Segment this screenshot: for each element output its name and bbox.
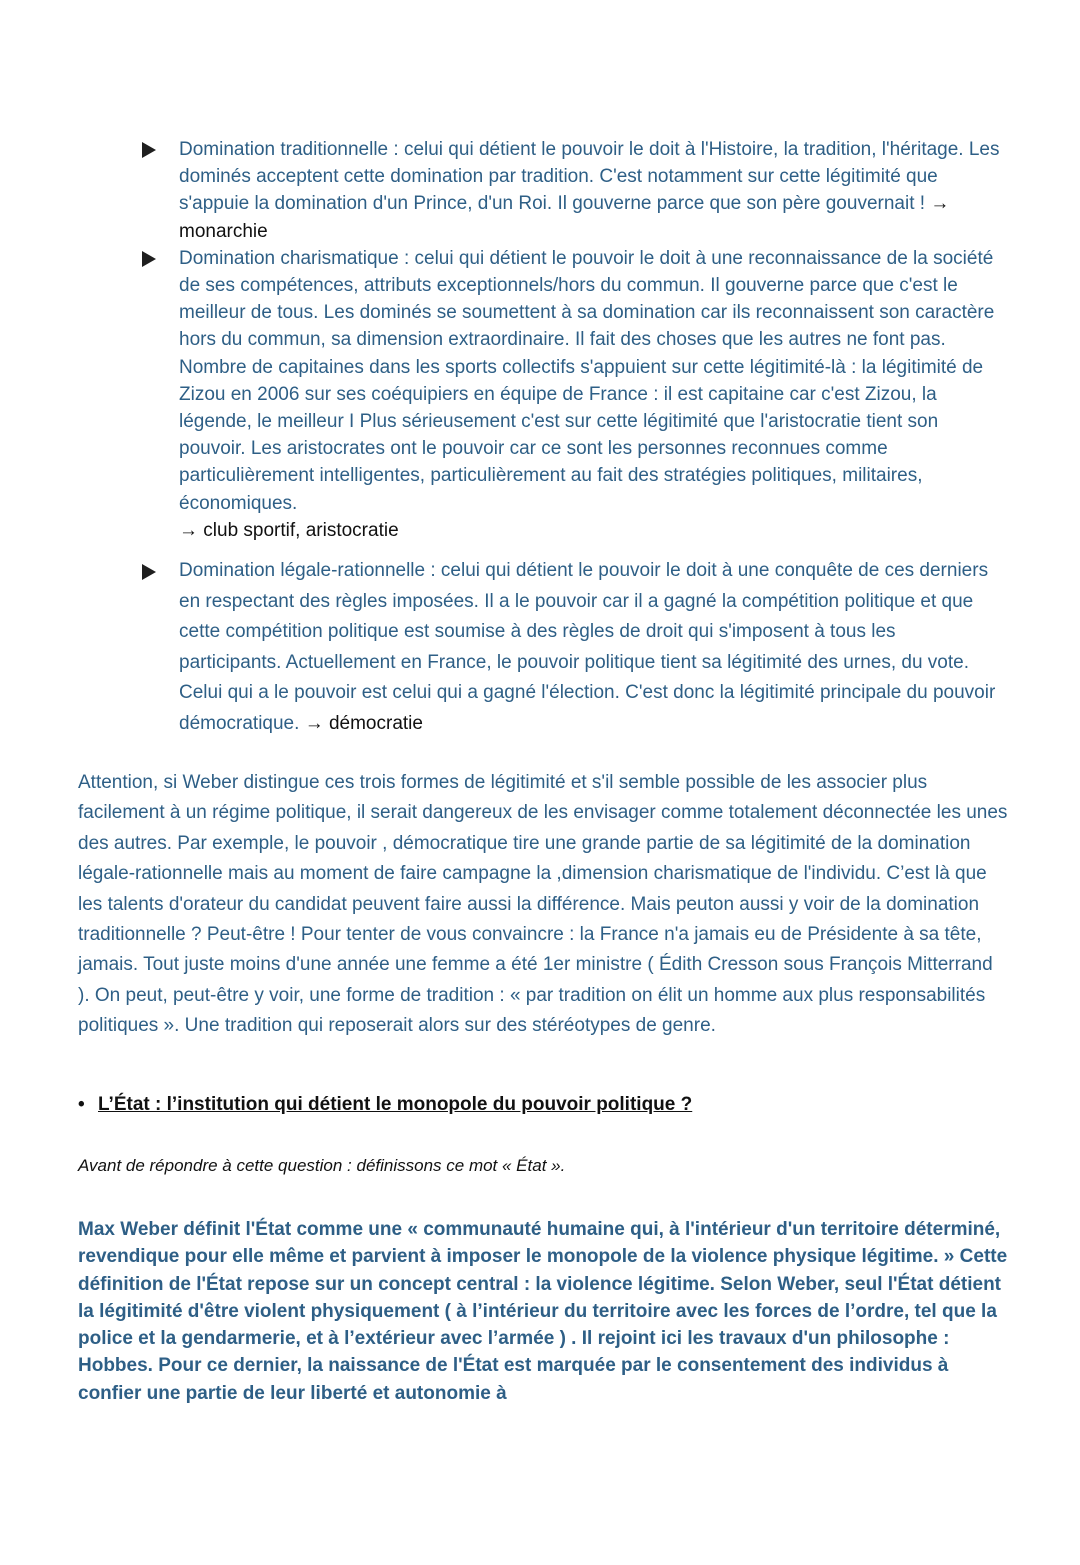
bullet-legal-rational-domination — [140, 556, 1000, 739]
arrow-bullet-icon — [142, 142, 156, 158]
arrow-bullet-icon — [142, 251, 156, 267]
section-title: L’État : l’institution qui détient le monopole du pouvoir politique ? — [98, 1094, 693, 1115]
intro-text: Avant de répondre à cette question : définissons ce mot « État ». — [78, 1156, 566, 1175]
bullet-charismatic-domination — [140, 245, 1000, 544]
bullet-conclusion: → monarchie — [179, 193, 950, 242]
bullet-text: Domination légale-rationnelle : celui qui détient le pouvoir le doit à une conquête de ces derniers en respectant des règles imposées. Il a le pouvoir car il a gagné la compétition politique et que cette compétition politique est soumise à des règles de droit qui s'imposent à tous les participants. Actuellement en France, le pouvoir politique tient sa légitimité des urnes, du vote. Celui qui a le pouvoir est celui qui a gagné l'élection. C'est donc la légitimité principale du pouvoir démocratique. — [179, 560, 996, 734]
bullet-conclusion: → démocratie — [304, 712, 423, 734]
bullet-dot-icon: • — [78, 1094, 85, 1115]
bullet-text: Domination charismatique : celui qui détient le pouvoir le doit à une reconnaissance de la société de ses compétences, attributs exceptionnels/hors du commun. Il gouverne parce que c'est le meilleur de tous. Les dominés se soumettent à sa domination car ils reconnaissent son caractère hors du commun, sa dimension extraordinaire. Il fait des choses que les autres ne font pas. Nombre de capitaines dans les sports collectifs s'appuient sur cette légitimité-là : la légitimité de Zizou en 2006 sur ses coéquipiers en équipe de France : il est capitaine car c'est Zizou, la légende, le meilleur I Plus sérieusement c'est sur cette légitimité que l'aristocratie tient son pouvoir. Les aristocrates ont le pouvoir car ce sont les personnes reconnues comme particulièrement intelligentes, particulièrement au fait des stratégies politiques, militaires, économiques. — [179, 247, 995, 514]
weber-definition: Max Weber définit l'État comme une « communauté humaine qui, à l'intérieur d'un territoire déterminé, revendique pour elle même et parvient à imposer le monopole de la violence physique légitime. » Cette définition de l'État repose sur un concept central : la violence légitime. Selon Weber, seul l'État détient la légitimité d'être violent physiquement ( à l’intérieur du territoire avec les forces de l’ordre, tel que la police et la gendarmerie, et à l’extérieur avec l’armée ) . Il rejoint ici les travaux d'un philosophe : Hobbes. Pour ce dernier, la naissance de l'État est marquée par le consentement des individus à confier une partie de leur liberté et autonomie à — [78, 1219, 1008, 1404]
section-heading — [78, 1094, 692, 1116]
legitimacy-bullet-list — [140, 136, 1000, 739]
bullet-traditional-domination — [140, 136, 1000, 245]
bullet-text: Domination traditionnelle : celui qui détient le pouvoir le doit à l'Histoire, la tradition, l'héritage. Les dominés acceptent cette domination par tradition. C'est notamment sur cette légitimité que s'appuie la domination d'un Prince, d'un Roi. Il gouverne parce que son père gouvernait ! — [179, 139, 1000, 215]
body-paragraph: Attention, si Weber distingue ces trois formes de légitimité et s'il semble possible de les associer plus facilement à un régime politique, il serait dangereux de les envisager comme totalement déconnectée les unes des autres. Par exemple, le pouvoir , démocratique tire une grande partie de sa légitimité de la domination légale-rationnelle mais au moment de faire campagne la ,dimension charismatique de l'individu. C’est là que les talents d'orateur du candidat peuvent faire aussi la différence. Mais peuton aussi y voir de la domination traditionnelle ? Peut-être ! Pour tenter de vous convaincre : la France n'a jamais eu de Présidente à sa tête, jamais. Tout juste moins d'une année une femme a été 1er ministre ( Édith Cresson sous François Mitterrand ). On peut, peut-être y voir, une forme de tradition : « par tradition on élit un homme aux plus responsabilités politiques ». Une tradition qui reposerait alors sur des stéréotypes de genre. — [78, 772, 1008, 1037]
arrow-bullet-icon — [142, 564, 156, 580]
bullet-conclusion: → club sportif, aristocratie — [179, 519, 399, 541]
